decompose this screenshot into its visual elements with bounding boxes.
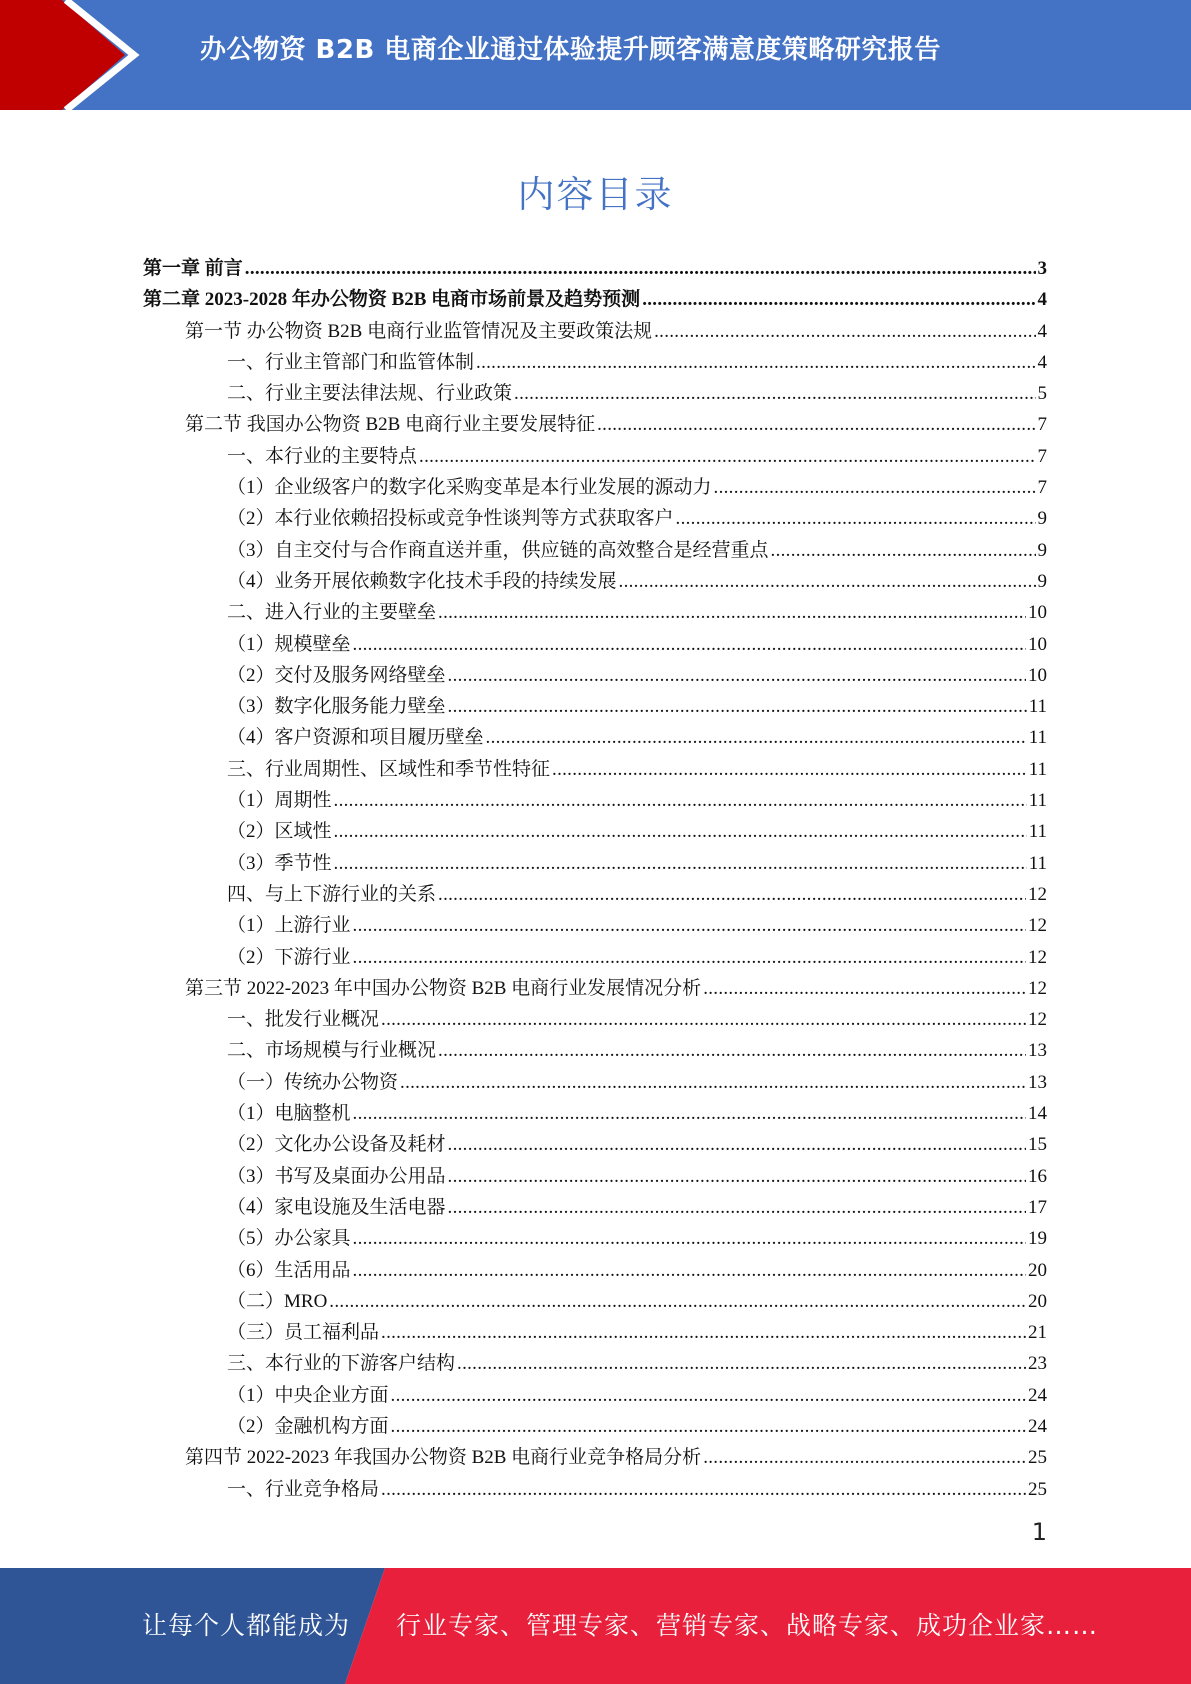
toc-entry-title: （4）家电设施及生活电器: [227, 1196, 446, 1218]
toc-dot-leader: [714, 472, 1036, 503]
toc-entry-page: 16: [1028, 1165, 1047, 1187]
toc-entry-title: （2）交付及服务网络壁垒: [227, 664, 446, 686]
toc-entry-page: 9: [1037, 539, 1047, 561]
toc-entry-page: 24: [1028, 1415, 1047, 1437]
toc-entry-page: 14: [1028, 1103, 1047, 1125]
toc-dot-leader: [334, 848, 1027, 879]
toc-entry-title: （1）上游行业: [227, 915, 351, 937]
toc-entry[interactable]: [227, 1286, 1047, 1317]
toc-entry-title: （3）书写及桌面办公用品: [227, 1165, 446, 1187]
toc-entry[interactable]: [227, 754, 1047, 785]
toc-entry-page: 12: [1028, 977, 1047, 999]
toc-entry[interactable]: [227, 942, 1047, 973]
toc-entry-page: 20: [1028, 1290, 1047, 1312]
header-banner: [0, 0, 1191, 110]
toc-dot-leader: [400, 1067, 1026, 1098]
toc-entry-page: 10: [1028, 602, 1047, 624]
toc-entry[interactable]: [227, 1255, 1047, 1286]
toc-dot-leader: [438, 1035, 1026, 1066]
toc-entry-page: 17: [1028, 1196, 1047, 1218]
toc-entry-title: （1）电脑整机: [227, 1103, 351, 1125]
toc-entry-title: （二）MRO: [227, 1290, 328, 1312]
toc-entry-page: 12: [1028, 915, 1047, 937]
toc-dot-leader: [771, 535, 1036, 566]
footer-slogan-left: 让每个人都能成为: [142, 1611, 351, 1640]
toc-entry-page: 7: [1037, 414, 1047, 436]
toc-dot-leader: [457, 1348, 1026, 1379]
toc-entry-title: 三、本行业的下游客户结构: [227, 1353, 456, 1375]
toc-entry-title: （3）数字化服务能力壁垒: [227, 696, 446, 718]
toc-entry-page: 12: [1028, 883, 1047, 905]
toc-entry-title: （3）季节性: [227, 852, 332, 874]
toc-entry-title: （1）规模壁垒: [227, 633, 351, 655]
toc-entry-title: （4）业务开展依赖数字化技术手段的持续发展: [227, 570, 617, 592]
toc-list: [0, 253, 1191, 1505]
footer-banner: [0, 1568, 1191, 1684]
header-arrow-decoration: [0, 0, 200, 110]
toc-entry-page: 11: [1028, 727, 1047, 749]
toc-entry-title: （三）员工福利品: [227, 1322, 380, 1344]
toc-entry-title: 第二节 我国办公物资 B2B 电商行业主要发展特征: [185, 414, 596, 436]
toc-entry-page: 25: [1028, 1478, 1047, 1500]
toc-dot-leader: [245, 253, 1036, 284]
toc-entry-page: 7: [1037, 445, 1047, 467]
toc-entry[interactable]: [227, 629, 1047, 660]
toc-entry[interactable]: [227, 879, 1047, 910]
toc-dot-leader: [381, 1474, 1026, 1505]
toc-entry[interactable]: [227, 1004, 1047, 1035]
toc-entry[interactable]: [227, 1348, 1047, 1379]
toc-dot-leader: [353, 942, 1026, 973]
toc-entry[interactable]: [227, 1380, 1047, 1411]
toc-entry-title: （2）文化办公设备及耗材: [227, 1134, 446, 1156]
toc-entry-title: （6）生活用品: [227, 1259, 351, 1281]
toc-entry[interactable]: [227, 378, 1047, 409]
toc-dot-leader: [419, 441, 1035, 472]
toc-dot-leader: [703, 973, 1026, 1004]
toc-entry[interactable]: [227, 691, 1047, 722]
toc-entry[interactable]: [227, 1161, 1047, 1192]
toc-dot-leader: [476, 347, 1035, 378]
toc-entry-title: （2）金融机构方面: [227, 1415, 389, 1437]
toc-entry-title: 一、行业主管部门和监管体制: [227, 351, 475, 373]
toc-entry[interactable]: [185, 973, 1047, 1004]
page-number: 1: [1031, 1518, 1047, 1546]
toc-entry[interactable]: [227, 503, 1047, 534]
toc-entry-title: 第一章 前言: [143, 258, 243, 279]
toc-entry-page: 25: [1028, 1447, 1047, 1469]
toc-dot-leader: [329, 1286, 1026, 1317]
toc-entry-page: 24: [1028, 1384, 1047, 1406]
toc-dot-leader: [334, 816, 1027, 847]
toc-entry-title: （2）区域性: [227, 821, 332, 843]
toc-dot-leader: [654, 316, 1035, 347]
toc-entry[interactable]: [227, 441, 1047, 472]
toc-entry-title: （2）本行业依赖招投标或竞争性谈判等方式获取客户: [227, 508, 674, 530]
toc-dot-leader: [597, 409, 1035, 440]
toc-entry-page: 4: [1037, 289, 1047, 311]
toc-dot-leader: [353, 1223, 1026, 1254]
toc-entry-page: 4: [1037, 351, 1047, 373]
toc-entry[interactable]: [227, 785, 1047, 816]
toc-entry-page: 11: [1028, 790, 1047, 812]
toc-entry-page: 11: [1028, 758, 1047, 780]
toc-dot-leader: [353, 629, 1026, 660]
toc-entry-page: 4: [1037, 320, 1047, 342]
toc-entry-page: 3: [1037, 258, 1047, 279]
toc-entry-title: 二、市场规模与行业概况: [227, 1040, 437, 1062]
toc-entry[interactable]: [227, 597, 1047, 628]
toc-entry[interactable]: [227, 1474, 1047, 1505]
toc-entry-page: 10: [1028, 633, 1047, 655]
toc-entry[interactable]: [143, 284, 1047, 315]
toc-entry[interactable]: [227, 1129, 1047, 1160]
toc-entry-title: 一、本行业的主要特点: [227, 445, 418, 467]
toc-dot-leader: [514, 378, 1035, 409]
toc-dot-leader: [353, 910, 1026, 941]
toc-entry-page: 13: [1028, 1040, 1047, 1062]
toc-entry[interactable]: [227, 347, 1047, 378]
toc-dot-leader: [552, 754, 1027, 785]
toc-entry-page: 11: [1028, 852, 1047, 874]
toc-entry-page: 9: [1037, 508, 1047, 530]
toc-entry[interactable]: [185, 316, 1047, 347]
document-title: 办公物资 B2B 电商企业通过体验提升顾客满意度策略研究报告: [200, 35, 941, 65]
toc-entry[interactable]: [227, 1192, 1047, 1223]
toc-entry-title: 第三节 2022-2023 年中国办公物资 B2B 电商行业发展情况分析: [185, 977, 702, 999]
toc-heading: 内容目录: [517, 173, 674, 216]
toc-entry[interactable]: [185, 409, 1047, 440]
toc-entry-page: 21: [1028, 1322, 1047, 1344]
toc-entry-title: （1）周期性: [227, 790, 332, 812]
toc-dot-leader: [353, 1098, 1026, 1129]
toc-dot-leader: [448, 691, 1027, 722]
toc-dot-leader: [381, 1317, 1026, 1348]
toc-entry[interactable]: [227, 660, 1047, 691]
toc-entry-title: （2）下游行业: [227, 946, 351, 968]
toc-entry-title: （1）中央企业方面: [227, 1384, 389, 1406]
toc-entry-title: 三、行业周期性、区域性和季节性特征: [227, 758, 551, 780]
toc-entry-page: 11: [1028, 821, 1047, 843]
toc-entry-page: 15: [1028, 1134, 1047, 1156]
toc-entry-page: 7: [1037, 477, 1047, 499]
toc-entry[interactable]: [227, 566, 1047, 597]
toc-entry-title: 二、行业主要法律法规、行业政策: [227, 383, 513, 405]
toc-entry[interactable]: [227, 1067, 1047, 1098]
toc-dot-leader: [619, 566, 1036, 597]
footer-slogan-right: 行业专家、管理专家、营销专家、战略专家、成功企业家……: [396, 1611, 1099, 1640]
toc-entry[interactable]: [227, 1411, 1047, 1442]
toc-entry-title: （1）企业级客户的数字化采购变革是本行业发展的源动力: [227, 477, 712, 499]
toc-entry-page: 10: [1028, 664, 1047, 686]
toc-entry[interactable]: [227, 910, 1047, 941]
toc-dot-leader: [438, 879, 1026, 910]
toc-entry[interactable]: [227, 472, 1047, 503]
toc-dot-leader: [438, 597, 1026, 628]
toc-dot-leader: [642, 284, 1035, 315]
toc-entry[interactable]: [185, 1442, 1047, 1473]
toc-entry-title: 一、批发行业概况: [227, 1009, 380, 1031]
toc-entry[interactable]: [227, 535, 1047, 566]
toc-entry-title: 第四节 2022-2023 年我国办公物资 B2B 电商行业竞争格局分析: [185, 1447, 702, 1469]
toc-entry[interactable]: [227, 1035, 1047, 1066]
toc-dot-leader: [334, 785, 1027, 816]
toc-entry-title: （4）客户资源和项目履历壁垒: [227, 727, 484, 749]
toc-entry[interactable]: [143, 253, 1047, 284]
toc-entry-title: 第一节 办公物资 B2B 电商行业监管情况及主要政策法规: [185, 320, 653, 342]
toc-dot-leader: [391, 1411, 1026, 1442]
toc-entry-page: 9: [1037, 570, 1047, 592]
toc-dot-leader: [703, 1442, 1026, 1473]
toc-dot-leader: [448, 1161, 1026, 1192]
toc-entry[interactable]: [227, 722, 1047, 753]
toc-dot-leader: [381, 1004, 1026, 1035]
toc-entry-title: 一、行业竞争格局: [227, 1478, 380, 1500]
toc-entry-title: （一）传统办公物资: [227, 1071, 399, 1093]
toc-dot-leader: [448, 1192, 1026, 1223]
toc-dot-leader: [353, 1255, 1026, 1286]
toc-entry-page: 13: [1028, 1071, 1047, 1093]
toc-entry-page: 12: [1028, 1009, 1047, 1031]
toc-entry-page: 11: [1028, 696, 1047, 718]
toc-entry-title: 二、进入行业的主要壁垒: [227, 602, 437, 624]
toc-entry-page: 19: [1028, 1228, 1047, 1250]
toc-entry-title: 第二章 2023-2028 年办公物资 B2B 电商市场前景及趋势预测: [143, 289, 641, 311]
toc-entry-page: 23: [1028, 1353, 1047, 1375]
toc-entry[interactable]: [227, 816, 1047, 847]
toc-dot-leader: [676, 503, 1036, 534]
toc-entry[interactable]: [227, 1317, 1047, 1348]
toc-dot-leader: [391, 1380, 1026, 1411]
toc-entry-page: 5: [1037, 383, 1047, 405]
toc-entry-title: （5）办公家具: [227, 1228, 351, 1250]
toc-dot-leader: [448, 660, 1026, 691]
toc-dot-leader: [448, 1129, 1026, 1160]
toc-entry[interactable]: [227, 1098, 1047, 1129]
toc-entry-page: 20: [1028, 1259, 1047, 1281]
toc-dot-leader: [486, 722, 1027, 753]
toc-entry-title: 四、与上下游行业的关系: [227, 883, 437, 905]
toc-entry-title: （3）自主交付与合作商直送并重，供应链的高效整合是经营重点: [227, 539, 769, 561]
toc-entry[interactable]: [227, 848, 1047, 879]
toc-entry-page: 12: [1028, 946, 1047, 968]
toc-entry[interactable]: [227, 1223, 1047, 1254]
